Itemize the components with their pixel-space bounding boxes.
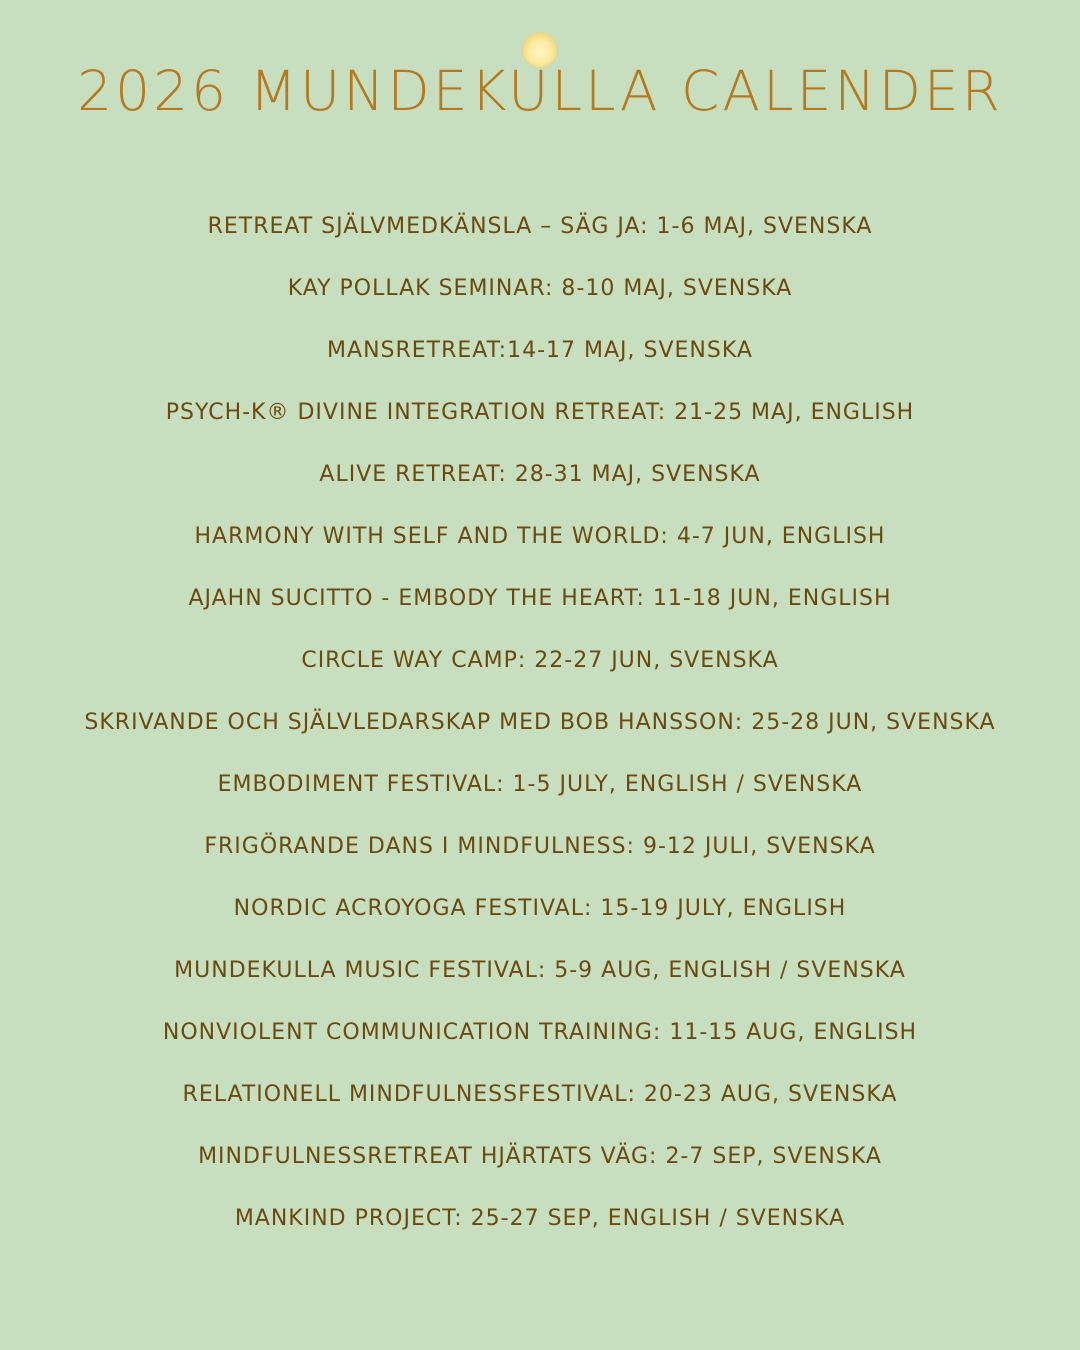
- event-item: FRIGÖRANDE DANS I MINDFULNESS: 9-12 JULI, SVENSKA: [204, 834, 876, 859]
- event-item: MINDFULNESSRETREAT HJÄRTATS VÄG: 2-7 SEP, SVENSKA: [198, 1144, 882, 1169]
- event-item: NONVIOLENT COMMUNICATION TRAINING: 11-15 AUG, ENGLISH: [162, 1020, 918, 1045]
- page-title: 2026 MUNDEKULLA CALENDER: [77, 59, 1003, 123]
- event-item: RETREAT SJÄLVMEDKÄNSLA – SÄG JA: 1-6 MAJ, SVENSKA: [207, 214, 873, 239]
- event-item: NORDIC ACROYOGA FESTIVAL: 15-19 JULY, ENGLISH: [233, 896, 847, 921]
- event-item: AJAHN SUCITTO - EMBODY THE HEART: 11-18 JUN, ENGLISH: [188, 586, 892, 611]
- event-item: RELATIONELL MINDFULNESSFESTIVAL: 20-23 AUG, SVENSKA: [182, 1082, 898, 1107]
- event-item: PSYCH-K® DIVINE INTEGRATION RETREAT: 21-25 MAJ, ENGLISH: [165, 400, 915, 425]
- event-item: HARMONY WITH SELF AND THE WORLD: 4-7 JUN, ENGLISH: [194, 524, 886, 549]
- event-item: ALIVE RETREAT: 28-31 MAJ, SVENSKA: [319, 462, 761, 487]
- event-item: MUNDEKULLA MUSIC FESTIVAL: 5-9 AUG, ENGLISH / SVENSKA: [174, 958, 906, 983]
- event-item: EMBODIMENT FESTIVAL: 1-5 JULY, ENGLISH / SVENSKA: [217, 772, 863, 797]
- event-item: KAY POLLAK SEMINAR: 8-10 MAJ, SVENSKA: [287, 276, 793, 301]
- event-item: CIRCLE WAY CAMP: 22-27 JUN, SVENSKA: [301, 648, 779, 673]
- event-item: MANKIND PROJECT: 25-27 SEP, ENGLISH / SVENSKA: [234, 1206, 846, 1231]
- event-item: SKRIVANDE OCH SJÄLVLEDARSKAP MED BOB HANSSON: 25-28 JUN, SVENSKA: [84, 710, 996, 735]
- event-list: [0, 209, 1080, 1263]
- event-item: MANSRETREAT:14-17 MAJ, SVENSKA: [327, 338, 753, 363]
